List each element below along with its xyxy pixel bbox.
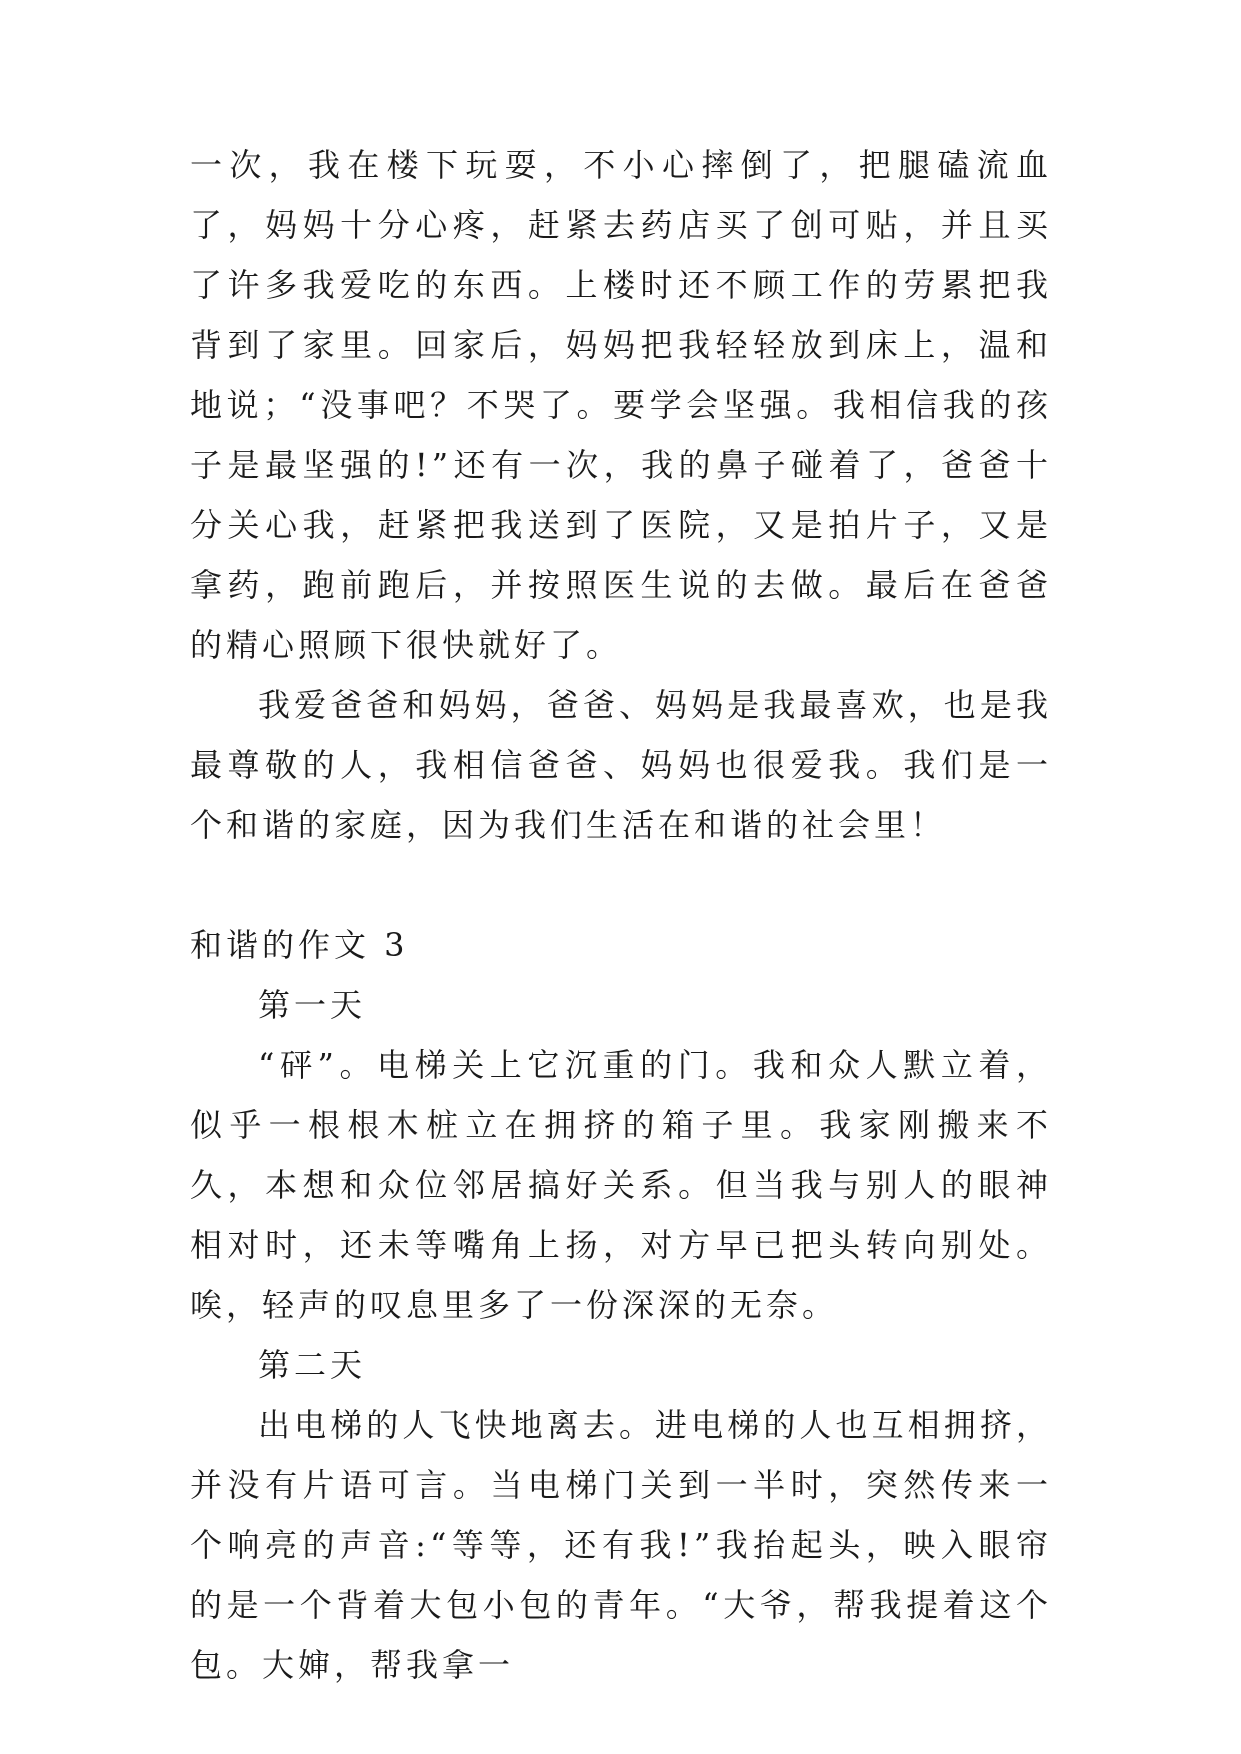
day-one-heading: 第一天 — [258, 986, 367, 1024]
paragraph-elevator-day-two: 出电梯的人飞快地离去。进电梯的人也互相拥挤，并没有片语可言。当电梯门关到一半时，突然传来一个响亮的声音:“等等，还有我!”我抬起头，映入眼帘的是一个背着大包小包的青年。“大爷，帮我提着这个包。大婶，帮我拿一 — [190, 1406, 1052, 1684]
essay-title: 和谐的作文 3 — [190, 926, 409, 964]
day-two-heading: 第二天 — [258, 1346, 367, 1384]
paragraph-love-parents: 我爱爸爸和妈妈，爸爸、妈妈是我最喜欢，也是我最尊敬的人，我相信爸爸、妈妈也很爱我。我们是一个和谐的家庭，因为我们生活在和谐的社会里！ — [190, 686, 1052, 844]
document-body — [190, 135, 1052, 1695]
paragraph-mom-dad-care: 一次，我在楼下玩耍，不小心摔倒了，把腿磕流血了，妈妈十分心疼，赶紧去药店买了创可贴，并且买了许多我爱吃的东西。上楼时还不顾工作的劳累把我背到了家里。回家后，妈妈把我轻轻放到床上，温和地说；“没事吧？不哭了。要学会坚强。我相信我的孩子是最坚强的!”还有一次，我的鼻子碰着了，爸爸十分关心我，赶紧把我送到了医院，又是拍片子，又是拿药，跑前跑后，并按照医生说的去做。最后在爸爸的精心照顾下很快就好了。 — [190, 146, 1052, 664]
paragraph-elevator-day-one: “砰”。电梯关上它沉重的门。我和众人默立着，似乎一根根木桩立在拥挤的箱子里。我家刚搬来不久，本想和众位邻居搞好关系。但当我与别人的眼神相对时，还未等嘴角上扬，对方早已把头转向别处。唉，轻声的叹息里多了一份深深的无奈。 — [190, 1046, 1052, 1324]
section-spacer — [190, 855, 1052, 915]
